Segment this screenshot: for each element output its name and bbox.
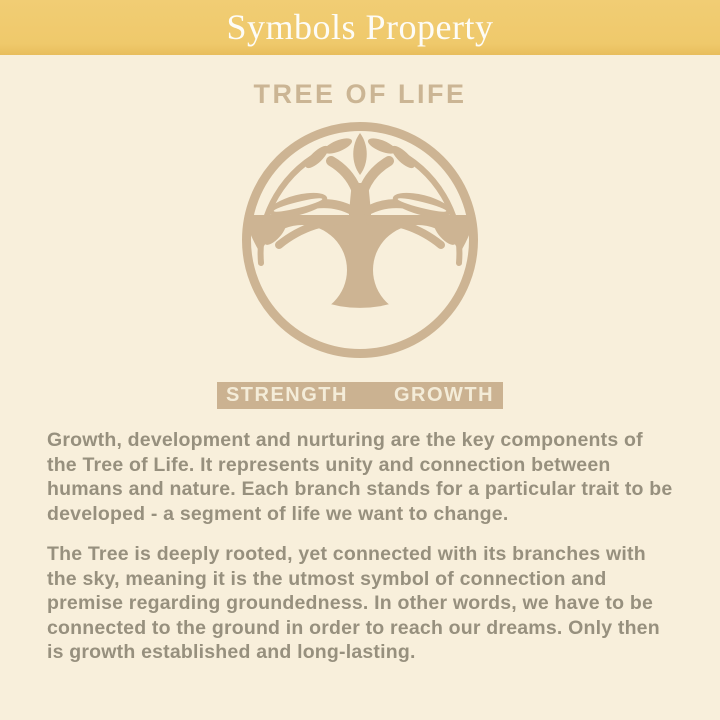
trait-badge-strength: STRENGTH [225, 384, 348, 406]
description-paragraph-1: Growth, development and nurturing are the key components of the Tree of Life. It represents unity and connection between humans and nature. Each branch stands for a particular trait to be developed - a segment of life we want to change. [47, 429, 673, 525]
traits-badge-bar [217, 382, 503, 409]
symbol-name-heading: TREE OF LIFE [253, 79, 467, 109]
header-banner [0, 0, 720, 55]
tree-of-life-icon [235, 115, 485, 365]
trait-badge-growth: GROWTH [393, 384, 495, 406]
tree-of-life-svg [235, 115, 485, 365]
description-paragraph-2: The Tree is deeply rooted, yet connected with its branches with the sky, meaning it is the utmost symbol of connection and premise regarding groundedness. In other words, we have to be connected to the ground in order to reach our dreams. Only then is growth established and long-lasting. [47, 543, 660, 663]
symbol-description [0, 428, 720, 665]
page-title: Symbols Property [226, 6, 494, 47]
